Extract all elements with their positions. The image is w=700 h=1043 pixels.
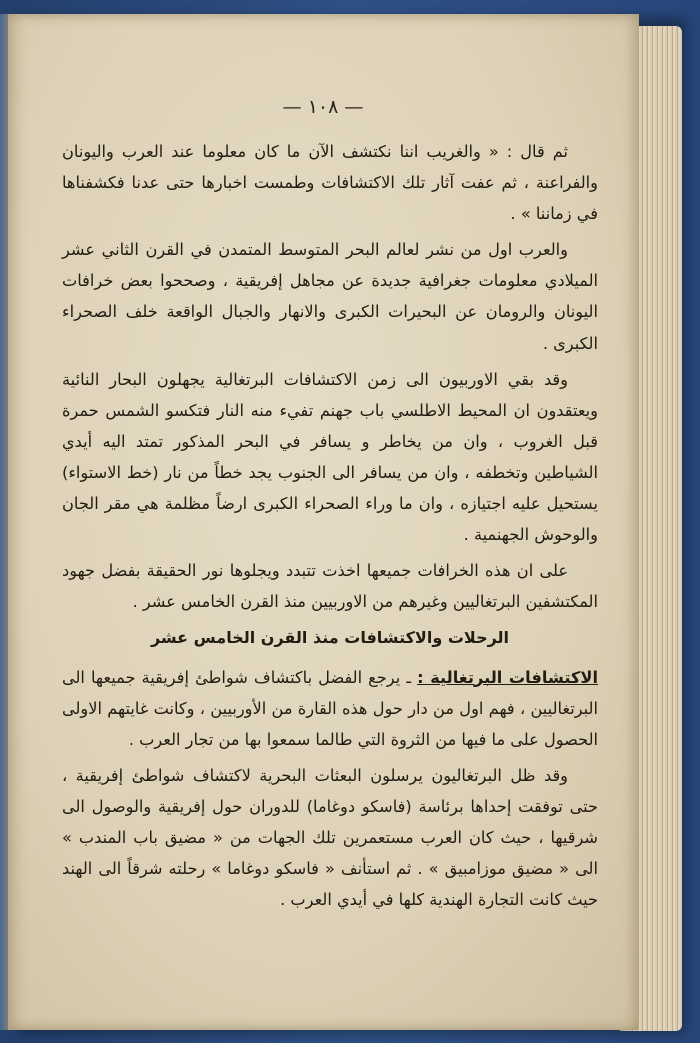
portuguese-lead-text: ـ يرجع الفضل باكتشاف شواطئ إفريقية جميعها الى البرتغاليين ، فهم اول من دار حول هذه القارة من الأوربيين ، وكانت غايتهم الاولى الحصول على ما فيها من الثروة التي طالما سمعوا بها من تجار العرب . (62, 667, 598, 749)
portuguese-lead-title: الاكتشافات البرتغالية : (417, 667, 599, 687)
paragraph-quote: ثم قال : « والغريب اننا نكتشف الآن ما كان معلوما عند العرب واليونان والفراعنة ، ثم عفت آثار تلك الاكتشافات وطمست اخبارها حتى عدنا فكشفناها في زماننا » . (62, 142, 598, 224)
paragraph-arabs-geography: والعرب اول من نشر لعالم البحر المتوسط المتمدن في القرن الثاني عشر الميلادي معلومات جغرافية جديدة عن مجاهل إفريقية ، وصححوا بعض خرافات اليونان والرومان عن البحيرات الكبرى والانهار والجبال الواقعة خلف الصحراء الكبرى . (62, 240, 598, 353)
paragraph-myths-dispelled: على ان هذه الخرافات جميعها اخذت تتبدد ويجلوها نور الحقيقة بفضل جهود المكتشفين البرتغاليين وغيرهم من الاوربيين منذ القرن الخامس عشر . (62, 561, 598, 612)
paragraph-european-myths: وقد بقي الاوربيون الى زمن الاكتشافات البرتغالية يجهلون البحار النائية ويعتقدون ان المحيط الاطلسي باب جهنم تفيء منه النار فتكسو الشمس حمرة قبل الغروب ، وان من يخاطر و يسافر في البحر المذكور تمتد اليه أيدي الشياطين وتخطفه ، وان من يسافر الى الجنوب يجد خطاً من نار (خط الاستواء) يستحيل عليه اجتيازه ، وان ما وراء الصحراء الكبرى ارضاً مظلمة هي مقر الجان والوحوش الجهنمية . (62, 369, 598, 545)
section-heading: الرحلات والاكتشافات منذ القرن الخامس عشر (150, 628, 510, 648)
book-page (8, 14, 639, 1030)
paragraph-vasco-da-gama: وقد ظل البرتغاليون يرسلون البعثات البحرية لاكتشاف شواطئ إفريقية ، حتى توفقت إحداها برئاسة (فاسكو دوغاما) للدوران حول إفريقية والوصول الى شرقيها ، حيث كان العرب مستعمرين تلك الجهات من « مضيق باب المندب » الى « مضيق موزامبيق » . ثم استأنف « فاسكو دوغاما » رحلته شرقاً الى الهند حيث كانت التجارة الهندية كلها في أيدي العرب . (62, 765, 598, 910)
page-body (62, 136, 598, 920)
paragraph-portuguese-discoveries (62, 662, 598, 755)
page-number: — ١٠٨ — (282, 96, 364, 118)
